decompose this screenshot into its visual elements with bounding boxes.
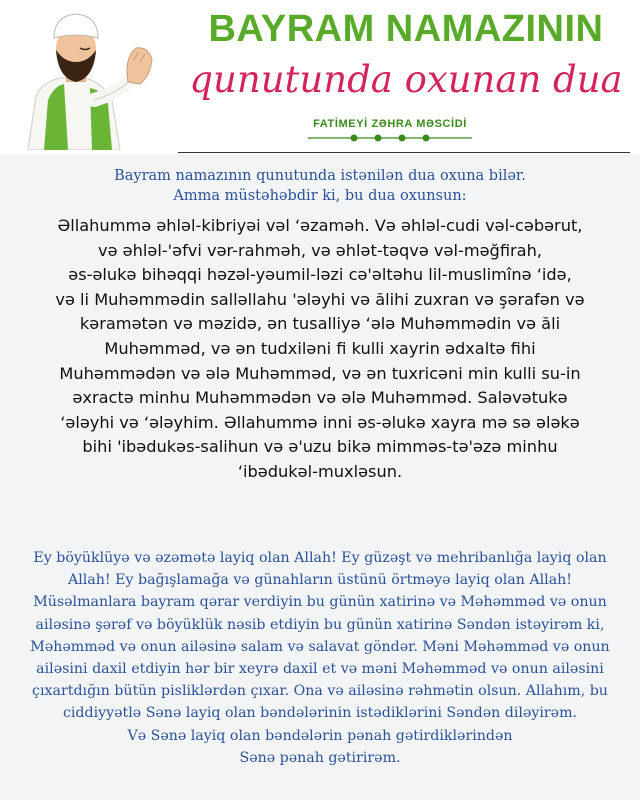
prayer-line: kəramətən və məzidə, ən tusalliyə ‘ələ Muhəmmədin və ăli (79, 314, 561, 334)
prayer-line: ‘ələyhi və ‘ələyhim. Əllahummə inni əs-əlukə xayra mə sə ələkə (60, 412, 580, 432)
prayer-line: bihi 'ibədukəs-salihun və ə'uzu bikə mimməs-tə'əzə minhu (82, 437, 558, 457)
translation-line: Müsəlmanlara bayram qərar verdiyin bu günün xatirinə və Məhəmməd və onun (33, 594, 607, 611)
praying-man-icon (8, 4, 168, 150)
title-line-1: BAYRAM NAMAZININ (208, 8, 604, 50)
prayer-line: əxractə minhu Muhəmmədən və ələ Muhəmməd. Saləvətukə (72, 388, 568, 408)
prayer-transliteration (0, 214, 640, 485)
prayer-line: Əllahummə əhləl-kibriyəi vəl ‘əzaməh. Və əhləl-cudi vəl-cəbərut, (57, 216, 583, 235)
prayer-line: Muhəmmədən və ələ Muhəmməd, və ən tuxricəni min kulli su-in (59, 363, 581, 383)
prayer-line: əs-əlukə bihəqqi həzəl-yəumil-ləzi cə'əltəhu lil-muslimînə ‘idə, (68, 265, 572, 285)
translation-line: Və Sənə layiq olan bəndələrin pənah gətirdiklərindən (127, 727, 513, 744)
header-banner (0, 0, 640, 150)
translation-line: Sənə pənah gətirirəm. (239, 749, 401, 766)
translation-line: ailəsinə şərəf və böyüklük nəsib etdiyin bu günün xatirinə Səndən istəyirəm ki, (35, 616, 605, 633)
translation-line: ailəsini daxil etdiyin hər bir xeyrə daxil et və məni Məhəmməd və onun ailəsini (36, 661, 604, 678)
ornament-divider-icon (290, 133, 490, 143)
prayer-line: ‘ibədukəl-muxləsun. (237, 461, 403, 481)
content-panel (0, 154, 640, 800)
intro-line: Bayram namazının qunutunda istənilən dua oxuna bilər. (114, 168, 526, 184)
prayer-line: Muhəmməd, və ən tudxiləni fi kulli xayrin ədxaltə fihi (104, 338, 536, 358)
translation-line: ciddiyyətlə Sənə layiq olan bəndələrinin istədiklərini Səndən diləyirəm. (62, 705, 578, 722)
prayer-translation (0, 547, 640, 769)
intro-text (0, 166, 640, 206)
header-divider (178, 152, 630, 153)
prayer-line: və əhləl-'əfvi vər-rahməh, və əhlət-təqvə vəl-məğfirah, (97, 240, 542, 260)
mosque-name: FATİMEYİ ZƏHRA MƏSCİDİ (313, 118, 467, 130)
translation-line: Məhəmməd və onun ailəsinə salam və salavat göndər. Məni Məhəmməd və onun (30, 638, 610, 655)
translation-line: Allah! Ey bağışlamağa və günahların üstünü örtməyə layiq olan Allah! (67, 572, 573, 589)
translation-line: Ey böyüklüyə və əzəmətə layiq olan Allah! Ey güzəşt və mehribanlığa layiq olan (33, 550, 607, 566)
title-line-2: qunutunda oxunan dua (189, 58, 623, 101)
intro-line: Amma müstəhəbdir ki, bu dua oxunsun: (173, 188, 467, 204)
prayer-line: və li Muhəmmədin salləllahu 'ələyhi və ălihi zuxran və şərafən və (55, 289, 585, 309)
translation-line: çıxartdığın bütün pisliklərdən çıxar. Ona və ailəsinə rəhmətin olsun. Allahım, bu (32, 683, 608, 700)
